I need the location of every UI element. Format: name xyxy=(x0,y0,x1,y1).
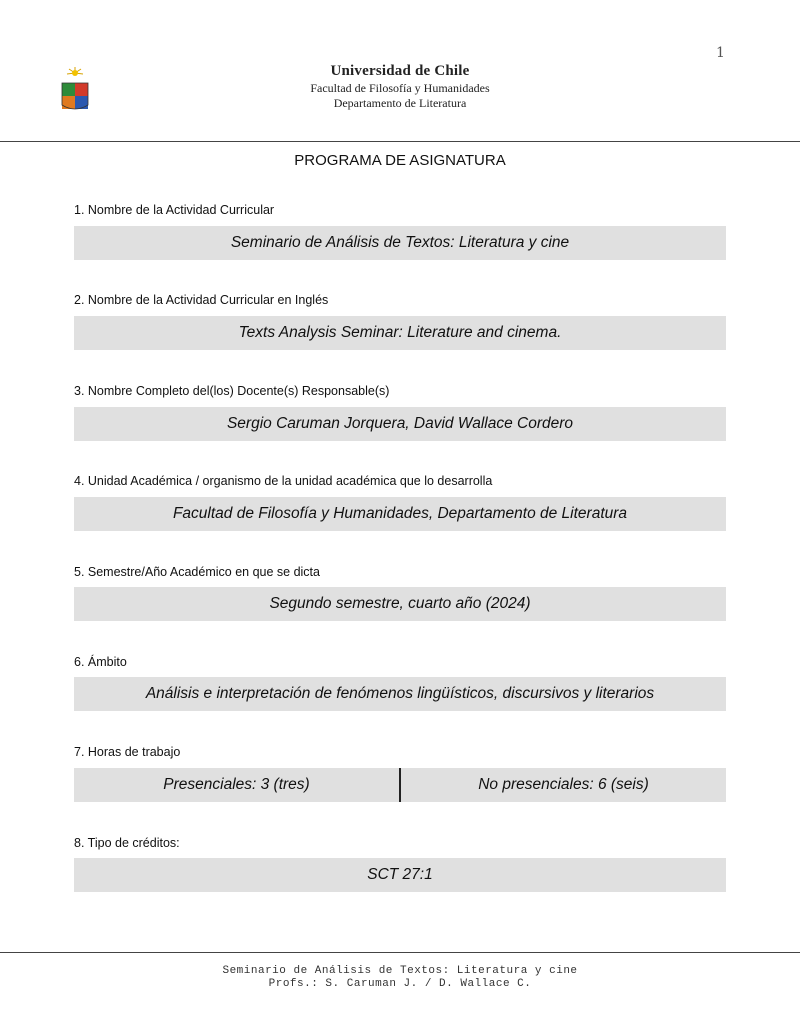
footer-divider xyxy=(0,952,800,953)
section-7-value xyxy=(74,768,726,802)
section-5-value: Segundo semestre, cuarto año (2024) xyxy=(74,587,726,621)
section-5-label: 5. Semestre/Año Académico en que se dicta xyxy=(74,565,320,579)
department-name: Departamento de Literatura xyxy=(333,96,467,110)
section-4-value: Facultad de Filosofía y Humanidades, Departamento de Literatura xyxy=(74,497,726,531)
page-number: 1 xyxy=(716,45,725,61)
section-4-label: 4. Unidad Académica / organismo de la unidad académica que lo desarrolla xyxy=(74,474,493,488)
section-3-value: Sergio Caruman Jorquera, David Wallace Cordero xyxy=(74,407,726,441)
section-2-label: 2. Nombre de la Actividad Curricular en Inglés xyxy=(74,293,329,307)
footer-professors: Profs.: S. Caruman J. / D. Wallace C. xyxy=(268,978,532,990)
section-2-value: Texts Analysis Seminar: Literature and cinema. xyxy=(74,316,726,350)
faculty-name: Facultad de Filosofía y Humanidades xyxy=(310,81,490,95)
section-3-label: 3. Nombre Completo del(los) Docente(s) Responsable(s) xyxy=(74,384,390,398)
section-1-label: 1. Nombre de la Actividad Curricular xyxy=(74,203,275,217)
section-8-label: 8. Tipo de créditos: xyxy=(74,836,180,850)
university-name: Universidad de Chile xyxy=(330,63,470,79)
document-title: PROGRAMA DE ASIGNATURA xyxy=(294,152,506,169)
section-6-label: 6. Ámbito xyxy=(74,655,127,669)
section-8-value: SCT 27:1 xyxy=(74,858,726,892)
hours-no-presencial: No presenciales: 6 (seis) xyxy=(478,776,649,793)
header-divider xyxy=(0,141,800,142)
section-1-value: Seminario de Análisis de Textos: Literatura y cine xyxy=(74,226,726,260)
section-6-value: Análisis e interpretación de fenómenos lingüísticos, discursivos y literarios xyxy=(74,677,726,711)
section-7-label: 7. Horas de trabajo xyxy=(74,745,181,759)
footer-course-name: Seminario de Análisis de Textos: Literatura y cine xyxy=(222,965,578,977)
hours-presencial: Presenciales: 3 (tres) xyxy=(163,776,310,793)
